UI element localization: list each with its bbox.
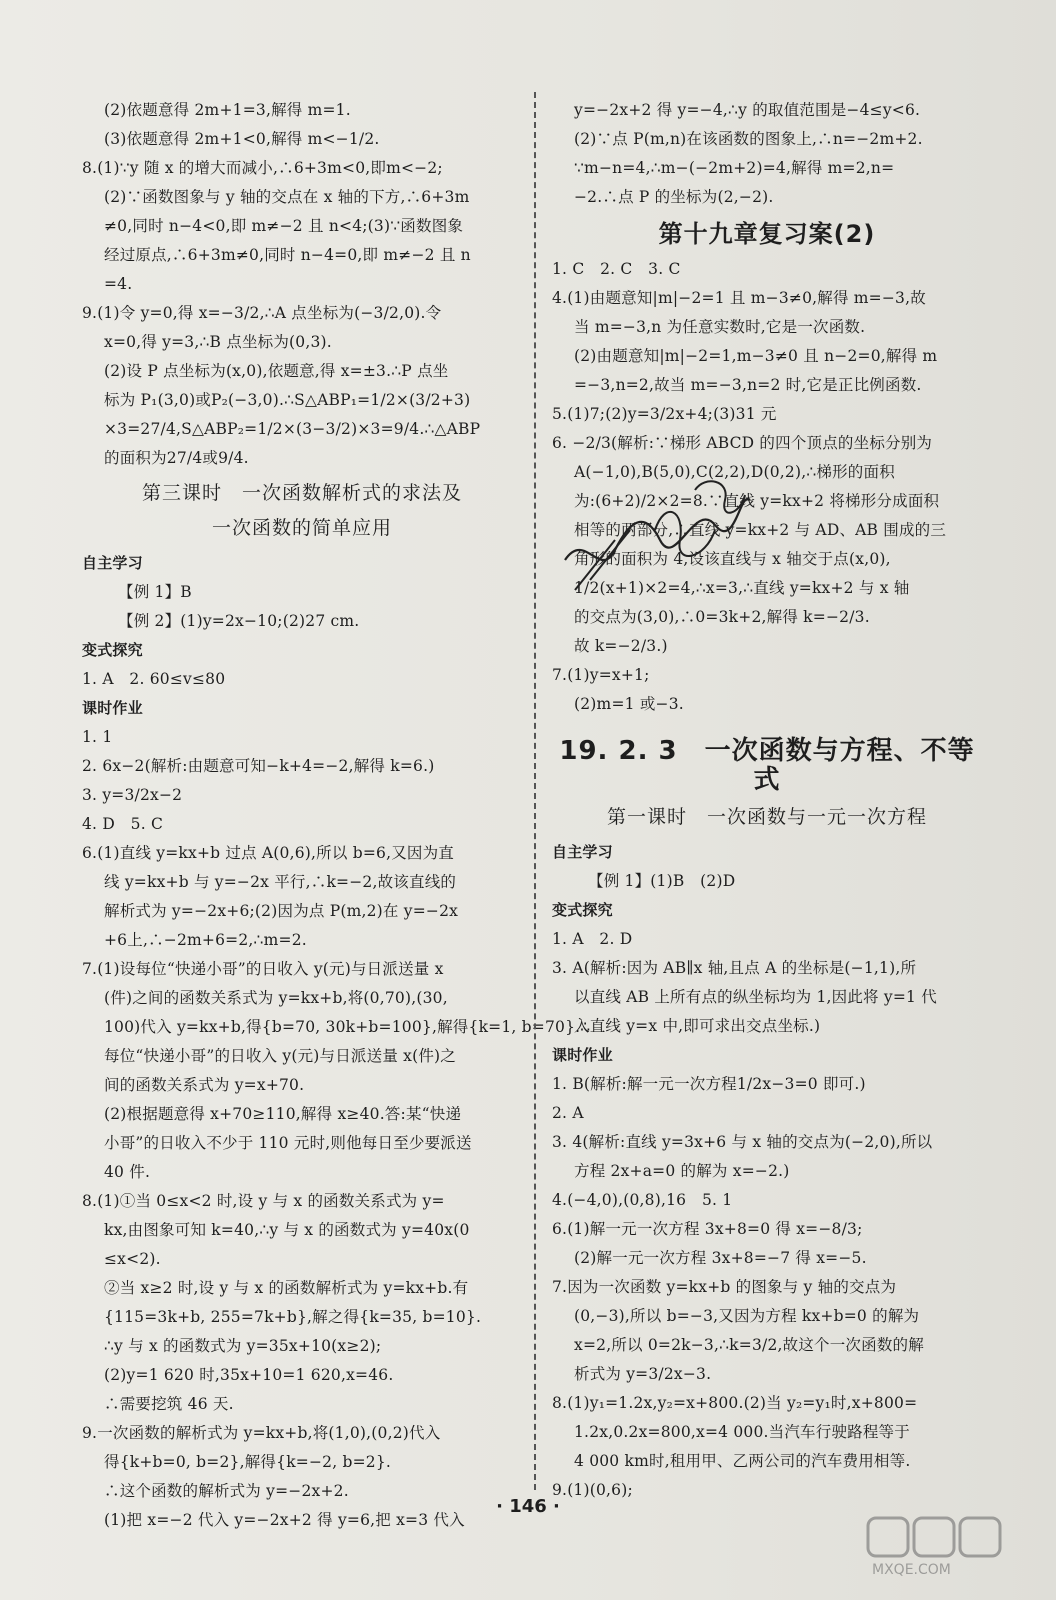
column-divider [534,92,536,1490]
answer-line: (2)y=1 620 时,35x+10=1 620,x=46. [104,1366,394,1384]
answer-line: A(−1,0),B(5,0),C(2,2),D(0,2),∴梯形的面积 [574,463,895,481]
answer-line: ②当 x≥2 时,设 y 与 x 的函数解析式为 y=kx+b.有 [104,1279,469,1297]
answer-line: 6. −2/3(解析:∵梯形 ABCD 的四个顶点的坐标分别为 [552,434,933,452]
answer-line: (2)由题意知|m|−2=1,m−3≠0 且 n−2=0,解得 m [574,347,938,365]
answer-line: 析式为 y=3/2x−3. [574,1365,712,1383]
answer-line: 8.(1)①当 0≤x<2 时,设 y 与 x 的函数关系式为 y= [82,1192,445,1210]
answer-line: 角形的面积为 4,设该直线与 x 轴交于点(x,0), [574,550,891,568]
answer-line: 1. B(解析:解一元一次方程1/2x−3=0 即可.) [552,1075,866,1093]
answer-line: 解析式为 y=−2x+6;(2)因为点 P(m,2)在 y=−2x [104,902,459,920]
answer-line: 9.一次函数的解析式为 y=kx+b,将(1,0),(0,2)代入 [82,1424,441,1442]
answer-line: (2)m=1 或−3. [574,695,684,713]
answer-line: ∵m−n=4,∴m−(−2m+2)=4,解得 m=2,n= [574,159,895,177]
answer-line: 4.(1)由题意知|m|−2=1 且 m−3≠0,解得 m=−3,故 [552,289,926,307]
answer-line: 1. A 2. 60≤v≤80 [82,670,226,688]
answer-line: 1. 1 [82,728,113,746]
answer-line: 1.2x,0.2x=800,x=4 000.当汽车行驶路程等于 [574,1423,910,1441]
answer-line: 7.因为一次函数 y=kx+b 的图象与 y 轴的交点为 [552,1278,897,1296]
answer-line: =4. [104,275,133,293]
answer-line: 100)代入 y=kx+b,得{b=70, 30k+b=100},解得{k=1, b=70}.∴ [104,1018,591,1036]
subsection-label: 变式探究 [82,641,143,659]
answer-line: 【例 1】(1)B (2)D [588,872,736,890]
answer-line: 线 y=kx+b 与 y=−2x 平行,∴k=−2,故该直线的 [104,873,457,891]
answer-line: 以直线 AB 上所有点的纵坐标均为 1,因此将 y=1 代 [574,988,937,1006]
answer-line: x=2,所以 0=2k−3,∴k=3/2,故这个一次函数的解 [574,1336,924,1354]
answer-line: (2)解一元一次方程 3x+8=−7 得 x=−5. [574,1249,867,1267]
answer-line: ∴需要挖筑 46 天. [104,1395,234,1413]
answer-line: 1/2(x+1)×2=4,∴x=3,∴直线 y=kx+2 与 x 轴 [574,579,910,597]
answer-line: 1. A 2. D [552,930,633,948]
subsection-label: 变式探究 [552,901,613,919]
answer-line: (2)根据题意得 x+70≥110,解得 x≥40.答:某“快递 [104,1105,462,1123]
answer-line: 1. C 2. C 3. C [552,260,681,278]
answer-line: 4. D 5. C [82,815,164,833]
answer-line: 当 m=−3,n 为任意实数时,它是一次函数. [574,318,866,336]
subsection-label: 自主学习 [552,843,613,861]
answer-line: (2)∵函数图象与 y 轴的交点在 x 轴的下方,∴6+3m [104,188,470,206]
answer-line: ≤x<2). [104,1250,161,1268]
watermark-logo [866,1514,1036,1578]
answer-line: 标为 P₁(3,0)或P₂(−3,0).∴S△ABP₁=1/2×(3/2+3) [104,391,471,409]
answer-line: +6上,∴−2m+6=2,∴m=2. [104,931,307,949]
subsection-label: 课时作业 [552,1046,613,1064]
answer-line: ×3=27/4,S△ABP₂=1/2×(3−3/2)×3=9/4.∴△ABP [104,420,481,438]
answer-line: y=−2x+2 得 y=−4,∴y 的取值范围是−4≤y<6. [574,101,921,119]
answer-line: 的面积为27/4或9/4. [104,449,249,467]
answer-line: (3)依题意得 2m+1<0,解得 m<−1/2. [104,130,380,148]
answer-line: 2. 6x−2(解析:由题意可知−k+4=−2,解得 k=6.) [82,757,435,775]
answer-line: (件)之间的函数关系式为 y=kx+b,将(0,70),(30, [104,989,448,1007]
answer-line: kx,由图象可知 k=40,∴y 与 x 的函数式为 y=40x(0 [104,1221,470,1239]
answer-line: 4 000 km时,租用甲、乙两公司的汽车费用相等. [574,1452,911,1470]
answer-line: 8.(1)y₁=1.2x,y₂=x+800.(2)当 y₂=y₁时,x+800= [552,1394,918,1412]
answer-line: {115=3k+b, 255=7k+b},解之得{k=35, b=10}. [104,1308,482,1326]
answer-line: (0,−3),所以 b=−3,又因为方程 kx+b=0 的解为 [574,1307,920,1325]
answer-line: ∴y 与 x 的函数式为 y=35x+10(x≥2); [104,1337,382,1355]
answer-line: 4.(−4,0),(0,8),16 5. 1 [552,1191,733,1209]
answer-line: 9.(1)(0,6); [552,1481,633,1499]
section-title: 19. 2. 3 一次函数与方程、不等式 [559,736,975,795]
answer-line: 【例 2】(1)y=2x−10;(2)27 cm. [118,612,360,630]
lesson-title: 一次函数的简单应用 [211,517,392,539]
answer-line: 得{k+b=0, b=2},解得{k=−2, b=2}. [104,1453,392,1471]
answer-line: x=0,得 y=3,∴B 点坐标为(0,3). [104,333,332,351]
answer-line: 小哥”的日收入不少于 110 元时,则他每日至少要派送 [104,1134,472,1152]
subsection-label: 自主学习 [82,554,143,572]
answer-line: 的交点为(3,0),∴0=3k+2,解得 k=−2/3. [574,608,870,626]
answer-line: −2.∴点 P 的坐标为(2,−2). [574,188,774,206]
answer-line: 9.(1)令 y=0,得 x=−3/2,∴A 点坐标为(−3/2,0).令 [82,304,442,322]
answer-line: 相等的两部分,∴直线 y=kx+2 与 AD、AB 围成的三 [574,521,947,539]
answer-line: 3. y=3/2x−2 [82,786,183,804]
page-number: · 146 · [496,1496,560,1517]
answer-line: =−3,n=2,故当 m=−3,n=2 时,它是正比例函数. [574,376,922,394]
answer-line: (2)设 P 点坐标为(x,0),依题意,得 x=±3.∴P 点坐 [104,362,449,380]
subsection-label: 课时作业 [82,699,143,717]
answer-line: 6.(1)解一元一次方程 3x+8=0 得 x=−8/3; [552,1220,863,1238]
answer-line: 40 件. [104,1163,151,1181]
answer-line: ∴这个函数的解析式为 y=−2x+2. [104,1482,349,1500]
answer-line: ≠0,同时 n−4<0,即 m≠−2 且 n<4;(3)∵函数图象 [104,217,464,235]
answer-line: 7.(1)y=x+1; [552,666,650,684]
answer-line: 入直线 y=x 中,即可求出交点坐标.) [574,1017,821,1035]
chapter-title: 第十九章复习案(2) [658,220,876,248]
lesson-title: 第三课时 一次函数解析式的求法及 [141,482,462,504]
answer-line: 方程 2x+a=0 的解为 x=−2.) [574,1162,790,1180]
watermark-text: MXQE.COM [872,1562,951,1578]
lesson-title: 第一课时 一次函数与一元一次方程 [606,806,927,828]
answer-line: 为:(6+2)/2×2=8.∵直线 y=kx+2 将梯形分成面积 [574,492,940,510]
answer-line: 7.(1)设每位“快递小哥”的日收入 y(元)与日派送量 x [82,960,444,978]
answer-line: 3. 4(解析:直线 y=3x+6 与 x 轴的交点为(−2,0),所以 [552,1133,933,1151]
answer-line: 每位“快递小哥”的日收入 y(元)与日派送量 x(件)之 [104,1047,456,1065]
answer-line: 2. A [552,1104,584,1122]
answer-line: (1)把 x=−2 代入 y=−2x+2 得 y=6,把 x=3 代入 [104,1511,465,1529]
answer-line: 6.(1)直线 y=kx+b 过点 A(0,6),所以 b=6,又因为直 [82,844,455,862]
answer-line: 间的函数关系式为 y=x+70. [104,1076,305,1094]
right-column [552,96,982,1505]
answer-line: (2)∵点 P(m,n)在该函数的图象上,∴n=−2m+2. [574,130,923,148]
answer-line: 3. A(解析:因为 AB∥x 轴,且点 A 的坐标是(−1,1),所 [552,959,917,977]
answer-line: 【例 1】B [118,583,192,601]
answer-line: 8.(1)∵y 随 x 的增大而减小,∴6+3m<0,即m<−2; [82,159,443,177]
answer-line: 故 k=−2/3.) [574,637,668,655]
answer-line: 经过原点,∴6+3m≠0,同时 n−4=0,即 m≠−2 且 n [104,246,471,264]
answer-line: (2)依题意得 2m+1=3,解得 m=1. [104,101,351,119]
answer-line: 5.(1)7;(2)y=3/2x+4;(3)31 元 [552,405,777,423]
